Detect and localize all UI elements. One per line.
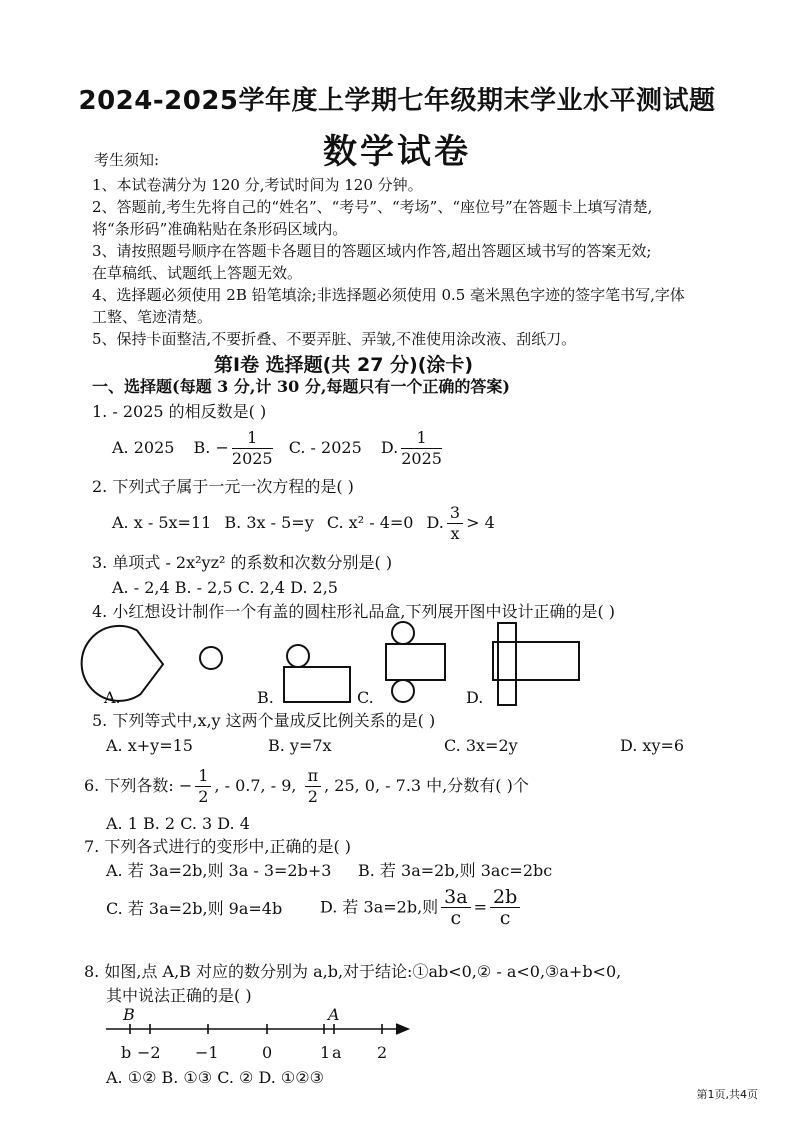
exam-subtitle: 数学试卷 xyxy=(323,132,471,172)
tick-label-2: 2 xyxy=(377,1043,388,1062)
q1-option-d-fraction: $\frac{1}{2025}$ xyxy=(401,428,442,468)
notice-line-2: 2、答题前,考生先将自己的“姓名”、“考号”、“考场”、“座位号”在答题卡上填写清楚, xyxy=(92,198,653,216)
q4-option-c: C. xyxy=(357,688,374,707)
section-heading: 一、选择题(每题 3 分,计 30 分,每题只有一个正确的答案) xyxy=(92,377,510,396)
q2-option-d-suffix: > 4 xyxy=(466,513,495,532)
q7-option-d-fraction-2: $\frac{2b}{c}$ xyxy=(490,887,520,928)
q7-option-b: B. 若 3a=2b,则 3ac=2bc xyxy=(358,861,553,880)
page-footer: 第1页,共4页 xyxy=(696,1088,758,1101)
q3-stem: 3. 单项式 - 2x²yz² 的系数和次数分别是( ) xyxy=(92,553,393,572)
notice-line-4: 3、请按照题号顺序在答题卡各题目的答题区域内作答,超出答题区域书写的答案无效; xyxy=(92,242,652,260)
q7-option-a: A. 若 3a=2b,则 3a - 3=2b+3 xyxy=(106,861,332,880)
q6-options: A. 1 B. 2 C. 3 D. 4 xyxy=(106,814,250,833)
q4-option-a: A. xyxy=(104,688,121,707)
q3-options: A. - 2,4 B. - 2,5 C. 2,4 D. 2,5 xyxy=(112,578,338,597)
q7-stem: 7. 下列各式进行的变形中,正确的是( ) xyxy=(84,837,352,856)
notice-line-1: 1、本试卷满分为 120 分,考试时间为 120 分钟。 xyxy=(92,176,423,194)
q1-option-d-prefix: D. xyxy=(380,438,399,457)
q7-option-d-prefix: D. 若 3a=2b,则 xyxy=(320,897,439,917)
part1-heading: 第Ⅰ卷 选择题(共 27 分)(涂卡) xyxy=(214,354,474,376)
q1-stem: 1. - 2025 的相反数是( ) xyxy=(92,402,267,421)
q1-option-a: A. 2025 xyxy=(112,438,175,457)
q7-option-d-fraction-1: $\frac{3a}{c}$ xyxy=(441,887,470,928)
point-B-label: B xyxy=(123,1005,135,1024)
q1-option-c: C. - 2025 xyxy=(288,438,362,457)
notice-line-7: 工整、笔迹清楚。 xyxy=(92,308,213,326)
q2-option-c: C. x² - 4=0 xyxy=(326,513,414,532)
notice-line-5: 在草稿纸、试题纸上答题无效。 xyxy=(92,264,303,282)
q2-option-d-prefix: D. xyxy=(426,513,444,532)
q6-fraction-2: $\frac{\pi}{2}$ xyxy=(305,766,322,807)
q1-option-b-fraction: $\frac{1}{2025}$ xyxy=(231,428,273,468)
q4-option-d: D. xyxy=(466,688,484,707)
q5-stem: 5. 下列等式中,x,y 这两个量成反比例关系的是( ) xyxy=(92,711,436,730)
q5-option-a: A. x+y=15 xyxy=(106,736,193,755)
notice-heading: 考生须知: xyxy=(94,151,160,169)
q5-option-b: B. y=7x xyxy=(268,736,332,755)
q8-stem-line-2: 其中说法正确的是( ) xyxy=(106,986,252,1005)
var-a-label: a xyxy=(332,1043,342,1062)
notice-line-6: 4、选择题必须使用 2B 铅笔填涂;非选择题必须使用 0.5 毫米黑色字迹的签字笔书写,字体 xyxy=(92,286,685,304)
notice-line-8: 5、保持卡面整洁,不要折叠、不要弄脏、弄皱,不准使用涂改液、刮纸刀。 xyxy=(92,330,577,348)
q2-option-d-fraction: $\frac{3}{x}$ xyxy=(447,503,463,544)
point-A-label: A xyxy=(328,1005,340,1024)
tick-label-0: 0 xyxy=(262,1043,273,1062)
tick-label-1: 1 xyxy=(320,1043,331,1062)
q2-option-a: A. x - 5x=11 xyxy=(112,513,212,532)
q1-option-b-prefix: B. − xyxy=(193,438,229,457)
q6-middle: , - 0.7, - 9, xyxy=(214,776,297,795)
q2-option-b: B. 3x - 5=y xyxy=(224,513,314,532)
q5-option-c: C. 3x=2y xyxy=(444,736,518,755)
q8-stem-line-1: 8. 如图,点 A,B 对应的数分别为 a,b,对于结论:①ab<0,② - a<0,③a+b<0, xyxy=(84,962,622,981)
q2-stem: 2. 下列式子属于一元一次方程的是( ) xyxy=(92,477,354,496)
q8-options: A. ①② B. ①③ C. ② D. ①②③ xyxy=(106,1068,324,1087)
q6-prefix: 6. 下列各数: − xyxy=(84,776,193,795)
q7-option-c: C. 若 3a=2b,则 9a=4b xyxy=(106,899,283,918)
q5-option-d: D. xy=6 xyxy=(620,736,685,755)
exam-title: 2024-2025学年度上学期七年级期末学业水平测试题 xyxy=(78,86,716,116)
q7-option-d-equals: = xyxy=(473,897,487,917)
number-line-arrow xyxy=(396,1024,408,1034)
q6-suffix: , 25, 0, - 7.3 中,分数有( )个 xyxy=(324,776,529,795)
tick-label-minus-1: −1 xyxy=(195,1043,219,1062)
q4-stem: 4. 小红想设计制作一个有盖的圆柱形礼品盒,下列展开图中设计正确的是( ) xyxy=(92,602,616,621)
var-b-label: b xyxy=(121,1043,132,1062)
notice-line-3: 将“条形码”准确粘贴在条形码区域内。 xyxy=(92,220,348,238)
q6-fraction-1: $\frac{1}{2}$ xyxy=(195,766,211,807)
tick-label-minus-2: −2 xyxy=(137,1043,161,1062)
q4-option-b: B. xyxy=(257,688,274,707)
